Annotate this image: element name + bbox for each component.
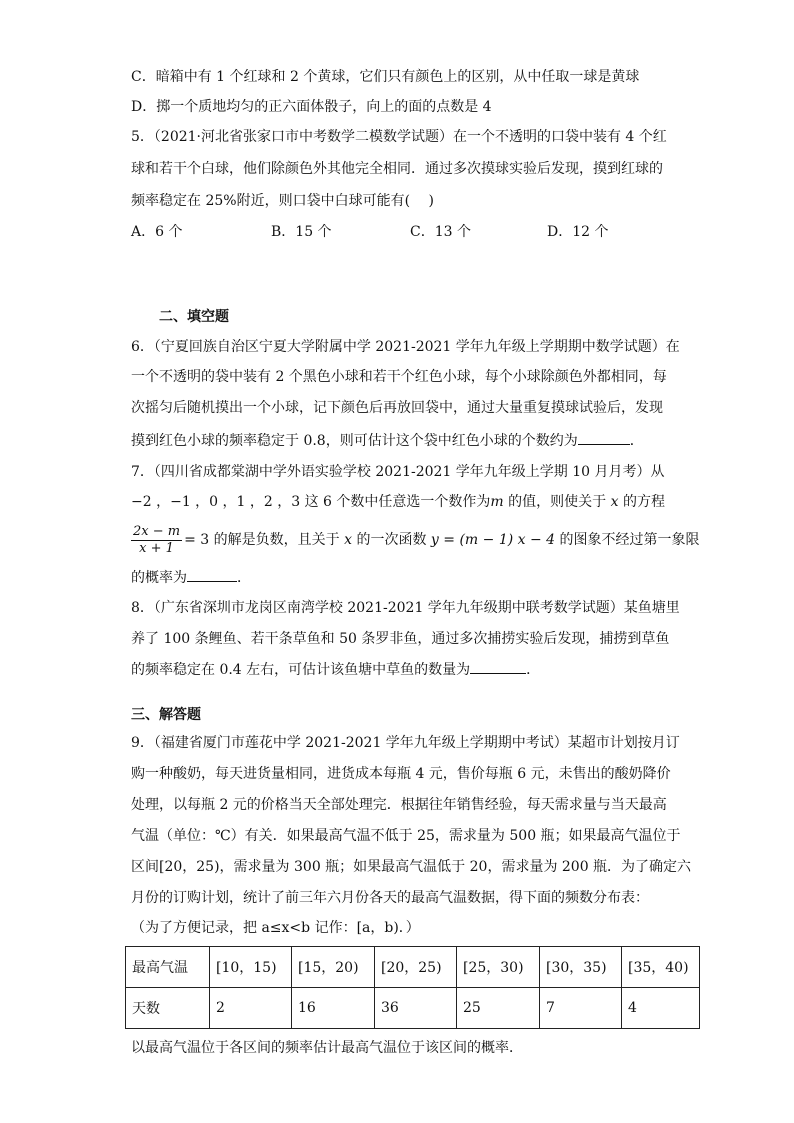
q8-text: 的频率稳定在 0.4 左右，可估计该鱼塘中草鱼的数量为 (131, 662, 471, 678)
q7-text-e: 的一次函数 (352, 532, 431, 548)
option-d-line: D．掷一个质地均匀的正六面体骰子，向上的面的点数是 4 (131, 99, 492, 115)
q7-var-x: x (610, 494, 619, 510)
q5-option-c: C．13 个 (410, 224, 471, 240)
q7-linear-function: y = (m − 1) x − 4 (430, 532, 556, 548)
q8-answer-blank (470, 659, 526, 674)
question-5-line-2: 球和若干个白球，他们除颜色外其他完全相同．通过多次摸球实验后发现，摸到红球的 (131, 161, 663, 177)
frequency-table (125, 946, 700, 1029)
table-row (126, 988, 700, 1029)
question-8-line-1: 8．（广东省深圳市龙岗区南湾学校 2021-2021 学年九年级期中联考数学试题）某鱼塘里 (131, 600, 680, 616)
q5-option-a: A．6 个 (131, 224, 183, 240)
question-9-line-2: 购一种酸奶，每天进货量相同，进货成本每瓶 4 元，售价每瓶 6 元，未售出的酸奶降价 (131, 766, 671, 782)
table-cell: [10，15) (210, 947, 292, 988)
q7-end: ． (237, 570, 251, 586)
q5-option-b: B．15 个 (271, 224, 332, 240)
table-cell: [35，40) (622, 947, 700, 988)
question-6-line-4 (131, 430, 644, 451)
question-9-line-6: 月份的订购计划，统计了前三年六月份各天的最高气温数据，得下面的频数分布表： (131, 890, 649, 906)
q7-equation-fraction (131, 524, 182, 557)
q6-text: 摸到红色小球的频率稳定于 0.8，则可估计这个袋中红色小球的个数约为 (131, 433, 578, 449)
question-9-line-1: 9．（福建省厦门市莲花中学 2021-2021 学年九年级上学期期中考试）某超市计划按月订 (131, 735, 680, 751)
question-9-line-4: 气温（单位：℃）有关．如果最高气温不低于 25，需求量为 500 瓶；如果最高气温位于 (131, 828, 681, 844)
table-cell: 4 (622, 988, 700, 1029)
q7-fraction-denominator: x + 1 (139, 540, 174, 556)
table-cell: 7 (540, 988, 622, 1029)
question-9-line-3: 处理，以每瓶 2 元的价格当天全部处理完．根据往年销售经验，每天需求量与当天最高 (131, 797, 667, 813)
q7-var-m: m (490, 494, 504, 510)
q6-answer-blank (578, 430, 630, 445)
table-row (126, 947, 700, 988)
q7-text-c: 的方程 (618, 494, 665, 510)
q7-text-b: 的值，则使关于 (503, 494, 611, 510)
table-cell: [15，20) (292, 947, 375, 988)
question-7-line-1: 7．（四川省成都棠湖中学外语实验学校 2021-2021 学年九年级上学期 10 月月考）从 (131, 464, 665, 480)
table-header-cell: 天数 (126, 988, 210, 1029)
table-header-cell: 最高气温 (126, 947, 210, 988)
question-5-line-1: 5．（2021·河北省张家口市中考数学二模数学试题）在一个不透明的口袋中装有 4 个红 (131, 129, 667, 145)
q7-numbers: −2 ，−1 ，0 ，1 ，2 ，3 这 6 个数中任意选一个数作为 (131, 494, 491, 510)
q7-var-x-2: x (344, 532, 352, 548)
table-cell: [30，35) (540, 947, 622, 988)
question-5-line-3: 频率稳定在 25%附近，则口袋中白球可能有( ) (131, 193, 434, 209)
q6-end: ． (629, 433, 644, 449)
q7-answer-blank (187, 567, 237, 582)
question-7-line-4 (131, 567, 251, 588)
option-c-line: C．暗箱中有 1 个红球和 2 个黄球，它们只有颜色上的区别，从中任取一球是黄球 (131, 69, 640, 85)
table-cell: 25 (457, 988, 540, 1029)
question-9-line-5: 区间[20，25)，需求量为 300 瓶；如果最高气温低于 20，需求量为 200 瓶．为了确定六 (131, 859, 692, 875)
table-cell: [20，25) (375, 947, 457, 988)
question-6-line-1: 6．（宁夏回族自治区宁夏大学附属中学 2021-2021 学年九年级上学期期中数学试题）在 (131, 339, 680, 355)
question-7-line-3 (131, 523, 700, 557)
question-9-after-table: 以最高气温位于各区间的频率估计最高气温位于该区间的概率． (131, 1040, 523, 1056)
question-8-line-3 (131, 659, 540, 680)
q7-fraction-numerator: 2x − m (133, 523, 181, 539)
question-7-line-2 (131, 492, 665, 512)
table-cell: 16 (292, 988, 375, 1029)
section-heading-fill-blank: 二、填空题 (159, 309, 229, 325)
table-cell: 36 (375, 988, 457, 1029)
table-cell: [25，30) (457, 947, 540, 988)
q5-option-d: D．12 个 (547, 224, 609, 240)
section-heading-answer: 三、解答题 (131, 707, 201, 723)
question-9-line-7: （为了方便记录，把 a≤x<b 记作：[a，b)．） (131, 920, 420, 936)
question-6-line-3: 次摇匀后随机摸出一个小球，记下颜色后再放回袋中，通过大量重复摸球试验后，发现 (131, 400, 663, 416)
q7-text-f: 的图象不经过第一象限 (555, 532, 700, 548)
q7-text-g: 的概率为 (131, 570, 187, 586)
q7-text-d: = 3 的解是负数，且关于 (184, 532, 345, 548)
q8-end: ． (526, 662, 541, 678)
question-6-line-2: 一个不透明的袋中装有 2 个黑色小球和若干个红色小球，每个小球除颜色外都相同，每 (131, 369, 667, 385)
question-8-line-2: 养了 100 条鲤鱼、若干条草鱼和 50 条罗非鱼，通过多次捕捞实验后发现，捕捞到草鱼 (131, 631, 670, 647)
table-cell: 2 (210, 988, 292, 1029)
